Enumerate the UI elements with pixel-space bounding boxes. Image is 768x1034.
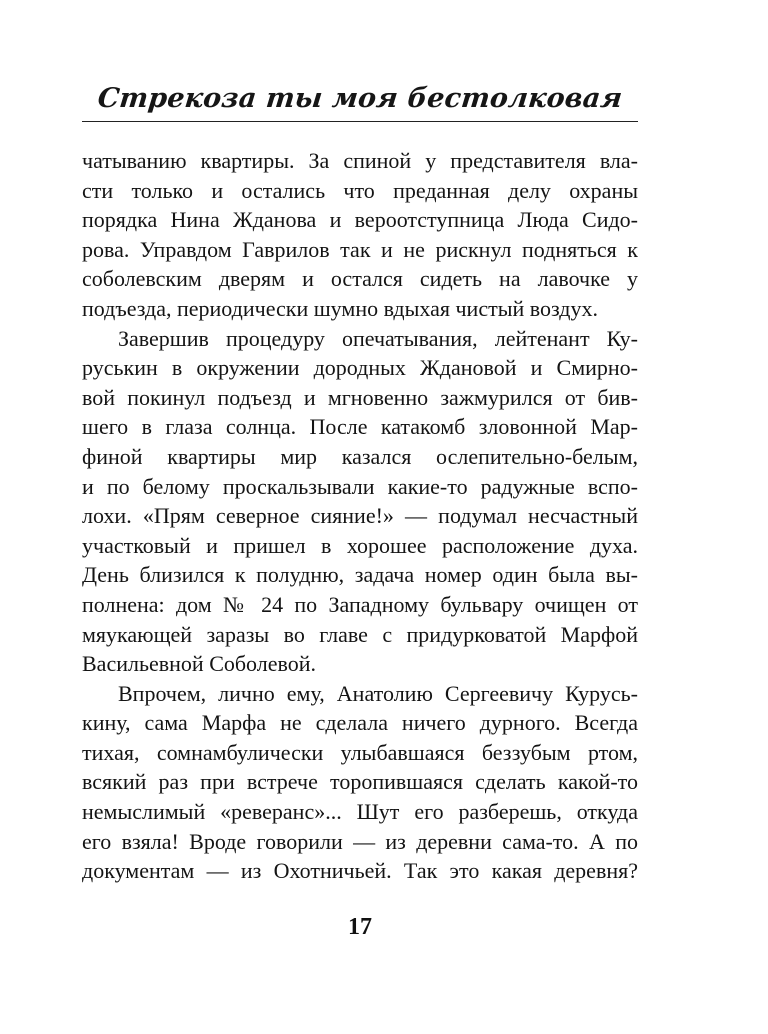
text-line: порядка Нина Жданова и вероотступница Люда Сидо- [82, 207, 638, 233]
text-line: документам — из Охотничьей. Так это какая деревня? [82, 858, 638, 884]
text-line: лохи. «Прям северное сияние!» — подумал несчастный [82, 503, 638, 529]
text-line: полнена: дом № 24 по Западному бульвару очищен от [82, 591, 638, 617]
text-line: немыслимый «реверанс»... Шут его разберешь, откуда [82, 799, 638, 825]
text-line: День близился к полудню, задача номер один была вы- [82, 562, 638, 588]
text-line: Впрочем, лично ему, Анатолию Сергеевичу Курусь- [118, 680, 638, 706]
text-line: Васильевной Соболевой. [82, 651, 317, 677]
text-line: всякий раз при встрече торопившаяся сделать какой-то [82, 769, 638, 795]
text-line: подъезда, периодически шумно вдыхая чистый воздух. [82, 295, 598, 321]
page-number: 17 [348, 914, 372, 940]
text-line: сти только и остались что преданная делу охраны [82, 177, 638, 203]
text-line: руськин в окружении дородных Ждановой и Смирно- [82, 355, 638, 381]
text-line: кину, сама Марфа не сделала ничего дурного. Всегда [82, 710, 638, 736]
running-head-title: Стрекоза ты моя бестолковая [96, 83, 624, 114]
body-text [82, 146, 638, 886]
text-line: рова. Управдом Гаврилов так и не рискнул подняться к [82, 236, 638, 262]
text-line: вой покинул подъезд и мгновенно зажмурился от бив- [82, 384, 638, 410]
text-line: финой квартиры мир казался ослепительно-белым, [82, 443, 638, 469]
text-line: и по белому проскальзывали какие-то радужные вспо- [82, 473, 638, 499]
text-line: чатыванию квартиры. За спиной у представителя вла- [82, 148, 638, 173]
text-line: тихая, сомнамбулически улыбавшаяся беззубым ртом, [82, 739, 638, 765]
text-line: соболевским дверям и остался сидеть на лавочке у [82, 266, 638, 292]
text-line: Завершив процедуру опечатывания, лейтенант Ку- [118, 325, 638, 351]
header-rule [82, 121, 638, 122]
text-line: его взяла! Вроде говорили — из деревни сама-то. А по [82, 828, 638, 854]
text-line: мяукающей заразы во главе с придурковатой Марфой [82, 621, 638, 647]
text-line: шего в глаза солнца. После катакомб зловонной Мар- [82, 414, 638, 440]
text-line: участковый и пришел в хорошее расположение духа. [82, 532, 638, 558]
